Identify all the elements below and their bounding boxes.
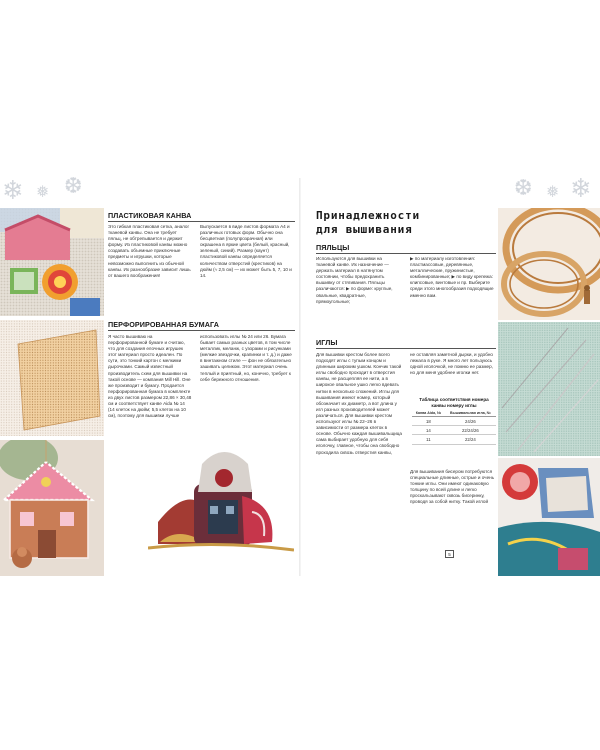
table-cell: 11: [412, 435, 445, 444]
page-title: [316, 209, 420, 237]
beaded-embroidery-photo: [498, 458, 600, 576]
table-cell: 24/26: [445, 417, 496, 426]
table-title: Таблица соответствия номера канвы номеру иглы: [419, 397, 489, 408]
table-cell: 22/24: [445, 435, 496, 444]
snowflake-icon: ❆: [64, 174, 83, 199]
plastic-canvas-text-col2: Выпускается в виде листов формата А4 и различных готовых форм. Обычно она бесцветная (полупрозрачная) или окрашена в яркие цвета (белый, красный, зеленый, синий). Размер (каунт) пластиковой канвы определяется количеством отверстий (крестиков) на дюйм (≈ 2,5 см) — их может быть 5, 7, 10 и 14.: [200, 224, 292, 278]
snowflake-icon: ❄: [2, 176, 24, 206]
snowflake-icon: ❄: [570, 174, 592, 204]
perforated-paper-text-col1: Я часто вышиваю на перфорированной бумаге и считаю, что для создания елочных игрушек этот материал просто идеален. По сути, это тонкий картон с мелкими дырочками. Самый известный производитель схем для вышивки на такой основе — компания Mill Hill. Оне же производит и бумагу. Продается перфорированная бумага в комплекте из двух листов размером 22,86 × 30,48 см и соответствует канве Aida № 14 (14 клеток на дюйм; 5,5 клеток на 10 см), поэтому для вышивки лучше: [108, 334, 192, 419]
page-number: 5: [445, 550, 454, 558]
embroidered-house-ornament-photo: [148, 444, 294, 558]
needles-text-col1: Для вышивки крестом более всего подходят иглы с тупым концом и длинным широким ушком. Кончик такой иглы свободно проходит в отверстия канвы, не расщепляя ее нити, а в широкое овальное ушко легко вдевать нитки в несколько сложений. Иглы для вышивания имеют номер, который обозначает их диаметр, а вот длина у игл разных производителей может различаться. Для вышивки крестом используют иглы № 22–26 в зависимости от размера клеток в основе. Обычно каждая вышивальщица сама выбирает удобную для себя иголочку, главное, чтобы она свободно проходила сквозь отверстия канвы,: [316, 352, 402, 455]
table-cell: 14: [412, 426, 445, 435]
page-gutter: [299, 178, 301, 576]
perforated-paper-text-col2: использовать иглы № 24 или 26. Бумага бывает самых разных цветов, в том числе металлик, меланж, с узорами и рисунками (мелкие звездочки, крапинки и т. д.) и даже в винтажном стиле — фон не обязательно зашивать целиком. Этот материал очень теплый и приятный, но, конечно, требует к себе бережного отношения.: [200, 334, 292, 382]
page-title-line2: для вышивания: [316, 223, 413, 236]
snowflake-icon: ❆: [514, 176, 533, 201]
table-header-row: [412, 409, 496, 417]
page-title-line1: Принадлежности: [316, 209, 420, 222]
perforated-paper-photo: [0, 320, 104, 436]
embroidery-hoops-photo: [498, 208, 600, 320]
table-header-cell: Вышивальная игла, №: [445, 409, 496, 417]
plastic-canvas-text-col1: Это гибкая пластиковая сетка, аналог тканевой канвы. Она не требует пяльц, не обтрепывается и держит форму. Из пластиковой канвы можно создавать объемные приключные предметы и игрушки, которые невозможно выполнить из обычной канвы. Их разнообразие зависит лишь от вашего воображения!: [108, 224, 191, 278]
gingerbread-house-photo: [0, 440, 104, 576]
plastic-canvas-photo: [0, 208, 104, 316]
table-cell: 18: [412, 417, 445, 426]
table-cell: 22/24/26: [445, 426, 496, 435]
plastic-canvas-title: ПЛАСТИКОВАЯ КАНВА: [108, 211, 295, 222]
needles-text-col2-bottom: Для вышивания бисером потребуются специальные длинные, острые и очень тонкие иглы. Они имеют одинаковую толщину по всей длине и легко проскальзывают сквозь бисеринку, проводя за собой нитку. Такой иглой: [410, 469, 495, 505]
table-header-cell: Канва Aida, №: [412, 409, 445, 417]
canvas-needle-table: [412, 409, 496, 445]
hoops-text-col2: ▶ по материалу изготовления: пластмассовые, деревянные, металлические, пружинистые, комбинированные; ▶ по виду крепежа: клипсовые, винтовые и пр. Выберите среди этого многообразия подходящие именно вам.: [410, 256, 494, 298]
snowflake-icon: ❅: [546, 182, 560, 201]
needles-text-col2-top: не оставляя заметной дырки, и удобно лежала в руке. Я много лет пользуюсь одной иголочкой, не помню ее размер, но для меня удобнее иголки нет.: [410, 352, 493, 376]
table-row: [412, 426, 496, 435]
perforated-paper-title: ПЕРФОРИРОВАННАЯ БУМАГА: [108, 320, 295, 331]
needles-title: ИГЛЫ: [316, 338, 496, 349]
table-row: [412, 417, 496, 426]
hoops-text-col1: Используются для вышивки на тканевой канве. Их назначение — держать материал в натянутом состоянии, чтобы предохранить вышивку от стягивания. Пяльцы различаются: ▶ по форме: круглые, овальные, квадратные, прямоугольные;: [316, 256, 393, 304]
hoops-title: ПЯЛЬЦЫ: [316, 243, 496, 254]
snowflake-icon: ❅: [36, 182, 50, 201]
table-row: [412, 435, 496, 444]
needles-on-canvas-photo: [498, 322, 600, 456]
